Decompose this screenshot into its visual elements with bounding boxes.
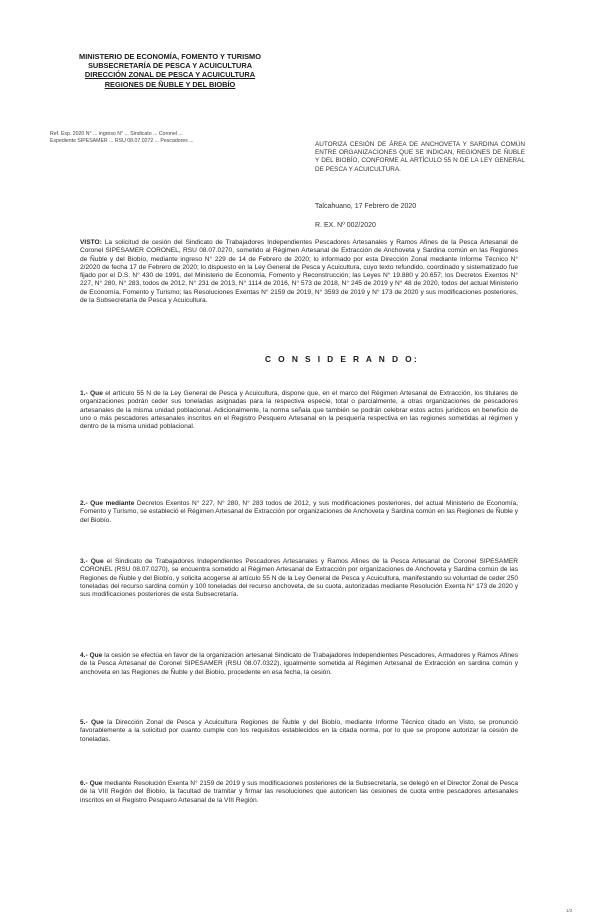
subsecretariat-name: SUBSECRETARÍA DE PESCA Y ACUICULTURA <box>87 61 253 71</box>
considerando-3-lead: 3.- Que <box>80 558 104 565</box>
place-date: Talcahuano, 17 Febrero de 2020 <box>315 203 417 210</box>
considerando-3 <box>80 558 518 599</box>
resolution-subject: AUTORIZA CESIÓN DE ÁREA DE ANCHOVETA Y SARDINA COMÚN ENTRE ORGANIZACIONES QUE SE INDICAN, REGIONES DE ÑUBLE Y DEL BIOBÍO, CONFORME AL ARTÍCULO 55 N DE LA LEY GENERAL DE PESCA Y ACUICULTURA. <box>315 141 525 173</box>
visto-text: La solicitud de cesión del Sindicato de Trabajadores Independientes Pescadores Artesanales y Ramos Afines de la Pesca Artesanal de Coronel SIPESAMER CORONEL, RSU 08.07.0270, sometido al Régimen Artesanal de Extracción de Anchoveta y Sardina común en las Regiones de Ñuble y del Biobío, mediante ingreso N° 229 de 14 de Febrero de 2020; lo informado por esta Dirección Zonal mediante Informe Técnico N° 2/2020 de fecha 17 de Febrero de 2020; lo dispuesto en la Ley General de Pesca y Acuicultura, cuyo texto refundido, coordinado y sistematizado fue fijado por el D.S. N° 430 de 1991, del Ministerio de Economía, Fomento y Reconstrucción; las Leyes N° 19.880 y 20.657; los Decretos Exentos N° 227, N° 280, N° 283, todos de 2012, N° 231 de 2013, N° 1114 de 2016, N° 573 de 2018, N° 245 de 2019 y N° 48 de 2020, todos del actual Ministerio de Economía, Fomento y Turismo; las Resoluciones Exentas N° 2159 de 2019, N° 3593 de 2019 y N° 173 de 2020 y sus modificaciones posteriores, de la Subsecretaría de Pesca y Acuicultura. <box>80 239 518 305</box>
considerando-1 <box>80 390 518 431</box>
considerando-6-text: mediante Resolución Exenta N° 2159 de 2019 y sus modificaciones posteriores de la Subsecretaría, se delegó en el Director Zonal de Pesca de la VIII Región del Biobío, la facultad de tramitar y firmar las resoluciones que autoricen las cesiones de cuota entre pescadores artesanales inscritos en el Registro Pesquero Artesanal de la VIII Región. <box>80 780 519 804</box>
considerando-heading: C O N S I D E R A N D O: <box>265 354 420 364</box>
considerando-5-lead: 5.- Que <box>80 719 104 726</box>
considerando-1-text: el artículo 55 N de la Ley General de Pesca y Acuicultura, dispone que, en el marco del Régimen Artesanal de Extracción, los titulares de organizaciones podrán ceder sus toneladas asignadas para la respectiva especie, total o parcialmente, a otras organizaciones de pescadores artesanales de la misma unidad poblacional. Adicionalmente, la norma señala que también se podrán celebrar estos actos jurídicos en beneficio de uno o más pescadores artesanales inscritos en el Registro Pesquero Artesanal en la pesquería respectiva en las regiones sometidas al régimen y dentro de la misma unidad poblacional. <box>80 390 518 431</box>
regions-name: REGIONES DE ÑUBLE Y DEL BIOBÍO <box>104 79 236 89</box>
considerando-6 <box>80 780 518 805</box>
resolution-number: R. EX. Nº 002/2020 <box>315 222 376 229</box>
considerando-2-lead: 2.- Que mediante <box>80 500 135 507</box>
visto-paragraph <box>80 239 518 305</box>
considerando-5-text: la Dirección Zonal de Pesca y Acuicultura Regiones de Ñuble y del Biobío, mediante Informe Técnico citado en Visto, se pronunció favorablemente a la solicitud por cuanto cumple con los requisitos establecidos en la citada norma, por lo que se propone autorizar la cesión de toneladas. <box>80 719 518 743</box>
reference-line-1: Ref. Exp. 2020 N° ... ingreso N° ... Sindicato ... Coronel ... <box>50 131 183 137</box>
considerando-2 <box>80 500 518 525</box>
reference-lines <box>50 131 310 144</box>
considerando-2-text: Decretos Exentos N° 227, N° 280, N° 283 todos de 2012, y sus modificaciones posteriores, del actual Ministerio de Economía, Fomento y Turismo, se estableció el Régimen Artesanal de Extracción por organizaciones de Anchoveta y Sardina común en las Regiones de Ñuble y del Biobío. <box>80 500 518 524</box>
directorate-name: DIRECCIÓN ZONAL DE PESCA Y ACUICULTURA <box>84 70 256 80</box>
visto-lead: VISTO: <box>80 239 102 246</box>
considerando-4 <box>80 652 518 677</box>
page-mark: 1/3 <box>566 908 573 913</box>
considerando-6-lead: 6.- Que <box>80 780 103 787</box>
ministry-name: MINISTERIO DE ECONOMÍA, FOMENTO Y TURISMO <box>79 52 261 61</box>
considerando-4-text: la cesión se efectúa en favor de la organización artesanal Sindicato de Trabajadores Independientes Pescadores, Armadores y Ramos Afines de la Pesca Artesanal de Coronel SIPESAMER (RSU 08.07.0322), igualmente sometida al Régimen Artesanal de Extracción en sardina común y anchoveta en las Regiones de Ñuble y del Biobío, procedente en esa fecha, la cesión. <box>80 652 518 676</box>
considerando-3-text: el Sindicato de Trabajadores Independientes Pescadores Artesanales y Ramos Afines de la Pesca Artesanal de Coronel SIPESAMER CORONEL (RSU 08.07.0270), se encuentra sometido al Régimen Artesanal de Extracción por organizaciones de Anchoveta y Sardina común de las Regiones de Ñuble y del Biobío, y solicita acogerse al artículo 55 N de la Ley General de Pesca y Acuicultura, manifestando su voluntad de ceder 250 toneladas del recurso sardina común y 100 toneladas del recurso anchoveta, de su cuota, autorizadas mediante Resolución Exenta N° 173 de 2020 y sus modificaciones posteriores de esta Subsecretaría. <box>80 558 519 599</box>
considerando-5 <box>80 719 518 744</box>
reference-line-2: Expediente SIPESAMER ... RSU 08.07.0272 ... Pescadores ... <box>50 137 194 144</box>
considerando-1-lead: 1.- Que <box>80 390 103 397</box>
considerando-4-lead: 4.- Que <box>80 652 103 659</box>
issuer-header <box>50 52 290 89</box>
